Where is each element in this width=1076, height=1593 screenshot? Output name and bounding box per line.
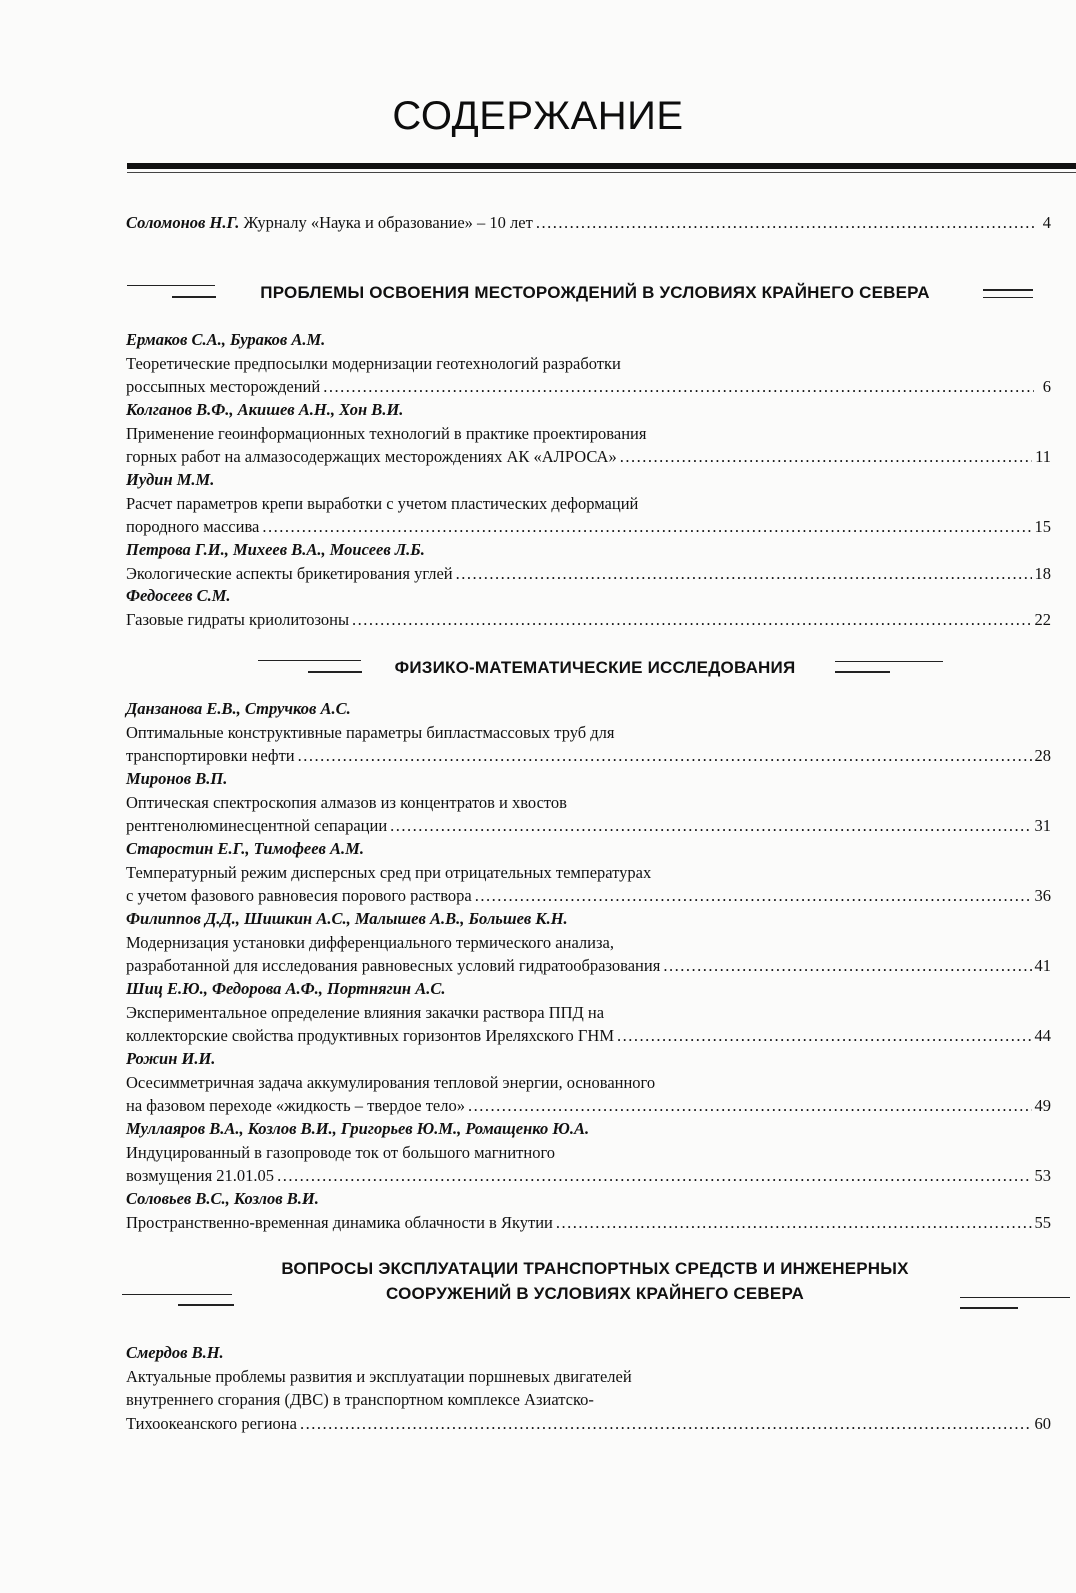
- entry-author: Колганов В.Ф., Акишев А.Н., Хон В.И.: [126, 400, 404, 419]
- toc-line: [126, 954, 1051, 978]
- entry-title-last: Экологические аспекты брикетирования углей: [126, 563, 453, 583]
- entry-author: Рожин И.И.: [126, 1049, 216, 1068]
- entry-title-last: Газовые гидраты криолитозоны: [126, 609, 350, 629]
- entry-title-last: рентгенолюминесцентной сепарации: [126, 816, 388, 835]
- entry-title-line: Модернизация установки дифференциального термического анализа,: [126, 932, 614, 952]
- title-rule-thin: [127, 172, 1076, 173]
- heading-rule: [835, 671, 890, 673]
- page-number: 28: [1034, 746, 1051, 765]
- page-number: 4: [1042, 213, 1051, 232]
- heading-rule: [835, 661, 943, 662]
- entry-title-line: Расчет параметров крепи выработки с учетом пластических деформаций: [126, 493, 639, 513]
- dot-leader: [300, 1412, 1032, 1436]
- toc-entry[interactable]: [126, 977, 1051, 1048]
- toc-entry[interactable]: [126, 767, 1051, 838]
- dot-leader: [352, 608, 1031, 632]
- toc-line: [126, 608, 1051, 632]
- toc-line: [126, 211, 1051, 235]
- page-number: 22: [1034, 609, 1051, 629]
- toc-entry-intro[interactable]: [126, 211, 1051, 235]
- entry-author: Петрова Г.И., Михеев В.А., Моисеев Л.Б.: [126, 540, 425, 559]
- entry-title-line: Температурный режим дисперсных сред при отрицательных температурах: [126, 862, 652, 882]
- entry-author: Шиц Е.Ю., Федорова А.Ф., Портнягин А.С.: [126, 979, 446, 998]
- entry-author: Миронов В.П.: [126, 769, 228, 788]
- entry-title-line: Экспериментальное определение влияния закачки раствора ППД на: [126, 1002, 605, 1022]
- page-number: 41: [1034, 956, 1051, 975]
- entry-author: Филиппов Д.Д., Шишкин А.С., Малышев А.В., Большев К.Н.: [126, 909, 568, 928]
- entry-author: Иудин М.М.: [126, 470, 215, 489]
- toc-entry[interactable]: [126, 398, 1051, 469]
- page-number: 49: [1034, 1096, 1051, 1115]
- entry-title-line: Применение геоинформационных технологий в практике проектирования: [126, 423, 647, 443]
- entry-author: Старостин Е.Г., Тимофеев А.М.: [126, 839, 364, 858]
- toc-line: [126, 445, 1051, 469]
- dot-leader: [298, 744, 1032, 768]
- page-number: 6: [1042, 377, 1051, 396]
- dot-leader: [617, 1024, 1031, 1048]
- toc-entry[interactable]: [126, 328, 1051, 399]
- entry-title-last: породного массива: [126, 517, 260, 536]
- dot-leader: [620, 445, 1032, 469]
- entry-title-line: Оптическая спектроскопия алмазов из концентратов и хвостов: [126, 792, 567, 812]
- toc-entry[interactable]: [126, 1117, 1051, 1188]
- entry-title-line: внутреннего сгорания (ДВС) в транспортном комплексе Азиатско-: [126, 1390, 594, 1409]
- page-number: 55: [1034, 1212, 1051, 1232]
- entry-title-line: Индуцированный в газопроводе ток от большого магнитного: [126, 1142, 556, 1162]
- toc-line: [126, 744, 1051, 768]
- toc-line: [126, 1094, 1051, 1118]
- dot-leader: [663, 954, 1031, 978]
- toc-line: [126, 515, 1051, 539]
- entry-author: Смердов В.Н.: [126, 1343, 224, 1362]
- heading-rule: [983, 289, 1033, 291]
- entry-author: Соловьев В.С., Козлов В.И.: [126, 1189, 319, 1208]
- entry-title-line: Актуальные проблемы развития и эксплуатации поршневых двигателей: [126, 1366, 632, 1386]
- toc-entry[interactable]: [126, 1341, 1051, 1435]
- heading-rule: [983, 297, 1033, 298]
- toc-line: [126, 375, 1051, 399]
- section-heading: [120, 1256, 1070, 1306]
- section-heading-line: ВОПРОСЫ ЭКСПЛУАТАЦИИ ТРАНСПОРТНЫХ СРЕДСТВ И ИНЖЕНЕРНЫХ: [281, 1259, 909, 1278]
- toc-line: [126, 562, 1051, 586]
- entry-title-last: горных работ на алмазосодержащих месторождениях АК «АЛРОСА»: [126, 447, 617, 466]
- page-number: 31: [1034, 816, 1051, 835]
- toc-entry[interactable]: [126, 468, 1051, 539]
- entry-author: Данзанова Е.В., Стручков А.С.: [126, 699, 351, 718]
- entry-title-line: Теоретические предпосылки модернизации геотехнологий разработки: [126, 353, 621, 373]
- dot-leader: [456, 562, 1032, 586]
- page-number: 18: [1034, 563, 1051, 583]
- entry-author: Ермаков С.А., Бураков А.М.: [126, 330, 326, 349]
- page-number: 36: [1034, 886, 1051, 905]
- page-number: 15: [1034, 517, 1051, 536]
- toc-entry[interactable]: [126, 697, 1051, 768]
- toc-entry[interactable]: [126, 584, 1051, 631]
- dot-leader: [468, 1094, 1032, 1118]
- dot-leader: [277, 1164, 1031, 1188]
- toc-entry[interactable]: [126, 1187, 1051, 1234]
- toc-line: [126, 1211, 1051, 1235]
- entry-author: Муллаяров В.А., Козлов В.И., Григорьев Ю.М., Ромащенко Ю.А.: [126, 1119, 590, 1138]
- entry-title-last: разработанной для исследования равновесных условий гидратообразования: [126, 956, 661, 975]
- dot-leader: [475, 884, 1032, 908]
- toc-entry[interactable]: [126, 1047, 1051, 1118]
- entry-title-last: Тихоокеанского региона: [126, 1413, 297, 1433]
- dot-leader: [390, 814, 1031, 838]
- toc-entry[interactable]: [126, 538, 1051, 585]
- heading-rule: [960, 1297, 1070, 1298]
- page-number: 53: [1034, 1166, 1051, 1185]
- page-number: 60: [1034, 1413, 1051, 1433]
- entry-title-last: транспортировки нефти: [126, 746, 295, 765]
- dot-leader: [556, 1211, 1032, 1235]
- entry-title-last: коллекторские свойства продуктивных горизонтов Иреляхского ГНМ: [126, 1026, 615, 1045]
- heading-rule: [960, 1307, 1018, 1309]
- dot-leader: [262, 515, 1031, 539]
- dot-leader: [323, 375, 1034, 399]
- page-title: СОДЕРЖАНИЕ: [392, 94, 684, 138]
- section-heading: ФИЗИКО-МАТЕМАТИЧЕСКИЕ ИССЛЕДОВАНИЯ: [394, 658, 796, 677]
- toc-entry[interactable]: [126, 907, 1051, 978]
- page-number: 44: [1034, 1026, 1051, 1045]
- toc-entry[interactable]: [126, 837, 1051, 908]
- entry-author: Федосеев С.М.: [126, 586, 231, 605]
- entry-author: Соломонов Н.Г.: [126, 213, 240, 232]
- entry-title-last: россыпных месторождений: [126, 377, 321, 396]
- toc-line: [126, 814, 1051, 838]
- entry-title-line: Оптимальные конструктивные параметры бипластмассовых труб для: [126, 722, 615, 742]
- entry-title-last: возмущения 21.01.05: [126, 1166, 275, 1185]
- dot-leader: [536, 211, 1034, 235]
- section-heading-line: СООРУЖЕНИЙ В УСЛОВИЯХ КРАЙНЕГО СЕВЕРА: [386, 1284, 804, 1303]
- toc-line: [126, 1024, 1051, 1048]
- entry-title-line: Осесимметричная задача аккумулирования тепловой энергии, основанного: [126, 1072, 656, 1092]
- toc-line: [126, 1164, 1051, 1188]
- page-number: 11: [1035, 447, 1051, 466]
- entry-title-last: на фазовом переходе «жидкость – твердое тело»: [126, 1096, 465, 1115]
- section-heading: ПРОБЛЕМЫ ОСВОЕНИЯ МЕСТОРОЖДЕНИЙ В УСЛОВИЯХ КРАЙНЕГО СЕВЕРА: [260, 283, 930, 302]
- entry-title: Журналу «Наука и образование» – 10 лет: [243, 213, 533, 232]
- toc-line: [126, 884, 1051, 908]
- title-rule: [127, 163, 1076, 169]
- entry-title-last: Пространственно-временная динамика облачности в Якутии: [126, 1212, 553, 1232]
- toc-line: [126, 1412, 1051, 1436]
- entry-title-last: с учетом фазового равновесия порового раствора: [126, 886, 472, 905]
